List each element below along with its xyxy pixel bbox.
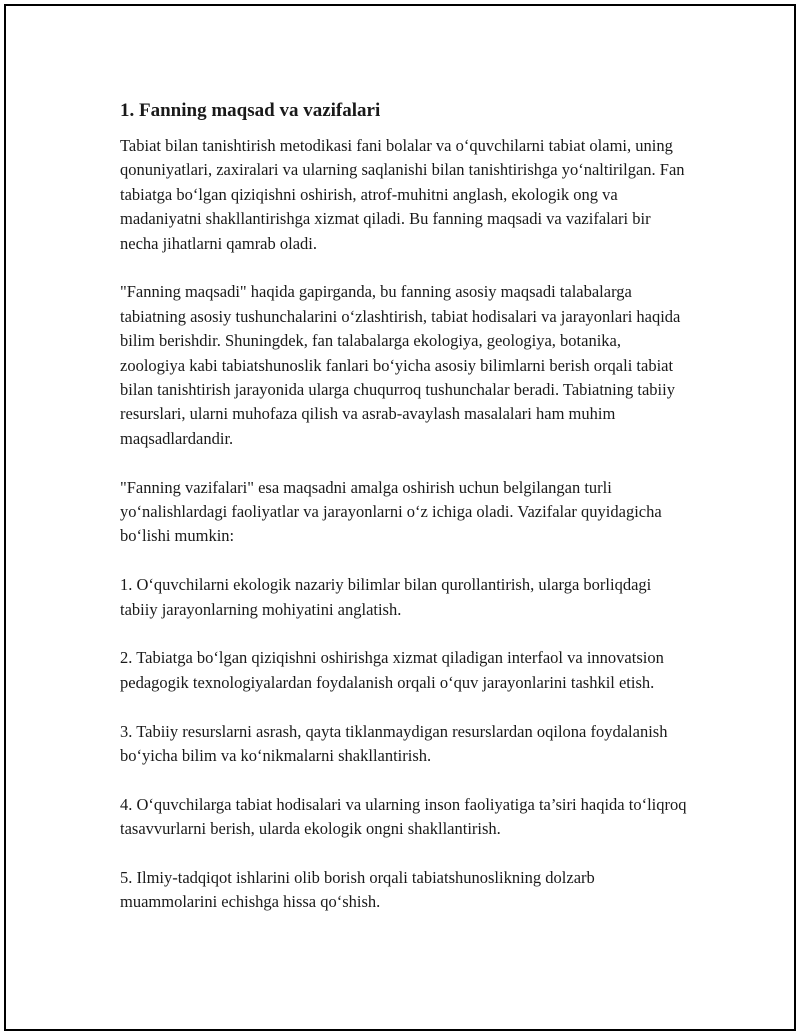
document-body [120, 98, 690, 939]
task-item-4: 4. O‘quvchilarga tabiat hodisalari va ularning inson faoliyatiga ta’siri haqida to‘liqroq tasavvurlarni berish, ularda ekologik ongni shakllantirish. [120, 794, 687, 839]
task-item-1: 1. O‘quvchilarni ekologik nazariy bilimlar bilan qurollantirish, ularga borliqdagi tabiiy jarayonlarning mohiyatini anglatish. [120, 575, 652, 619]
task-item-3: 3. Tabiiy resurslarni asrash, qayta tiklanmaydigan resurslardan oqilona foydalanish bo‘yicha bilim va ko‘nikmalarni shakllantirish. [120, 721, 668, 766]
page-frame [4, 4, 796, 1031]
task-item-5: 5. Ilmiy-tadqiqot ishlarini olib borish orqali tabiatshunoslikning dolzarb muammolarini echishga hissa qo‘shish. [120, 868, 595, 912]
tasks-paragraph: "Fanning vazifalari" esa maqsadni amalga oshirish uchun belgilangan turli yo‘nalishlardagi faoliyatlar va jarayonlarni o‘z ichiga oladi. Vazifalar quyidagicha bo‘lishi mumkin: [120, 477, 662, 546]
goal-paragraph: "Fanning maqsadi" haqida gapirganda, bu fanning asosiy maqsadi talabalarga tabiatning asosiy tushunchalarini o‘zlashtirish, tabiat hodisalari va jarayonlari haqida bilim berishdir. Shuningdek, fan talabalarga ekologiya, geologiya, botanika, zoologiya kabi tabiatshunoslik fanlari bo‘yicha asosiy bilimlarni berish orqali tabiat bilan tanishtirish jarayonida ularga chuqurroq tushunchalar beradi. Tabiatning tabiiy resurslari, ularni muhofaza qilish va asrab-avaylash masalalari ham muhim maqsadlardandir. [120, 282, 681, 448]
section-heading: 1. Fanning maqsad va vazifalari [120, 100, 381, 121]
intro-paragraph: Tabiat bilan tanishtirish metodikasi fani bolalar va o‘quvchilarni tabiat olami, uning qonuniyatlari, zaxiralari va ularning saqlanishi bilan tanishtirishga yo‘naltirilgan. Fan tabiatga bo‘lgan qiziqishni oshirish, atrof-muhitni anglash, ekologik ong va madaniyatni shakllantirishga xizmat qiladi. Bu fanning maqsadi va vazifalari bir necha jihatlarni qamrab oladi. [120, 136, 685, 253]
task-item-2: 2. Tabiatga bo‘lgan qiziqishni oshirishga xizmat qiladigan interfaol va innovatsion pedagogik texnologiyalardan foydalanish orqali o‘quv jarayonlarini tashkil etish. [120, 648, 664, 692]
